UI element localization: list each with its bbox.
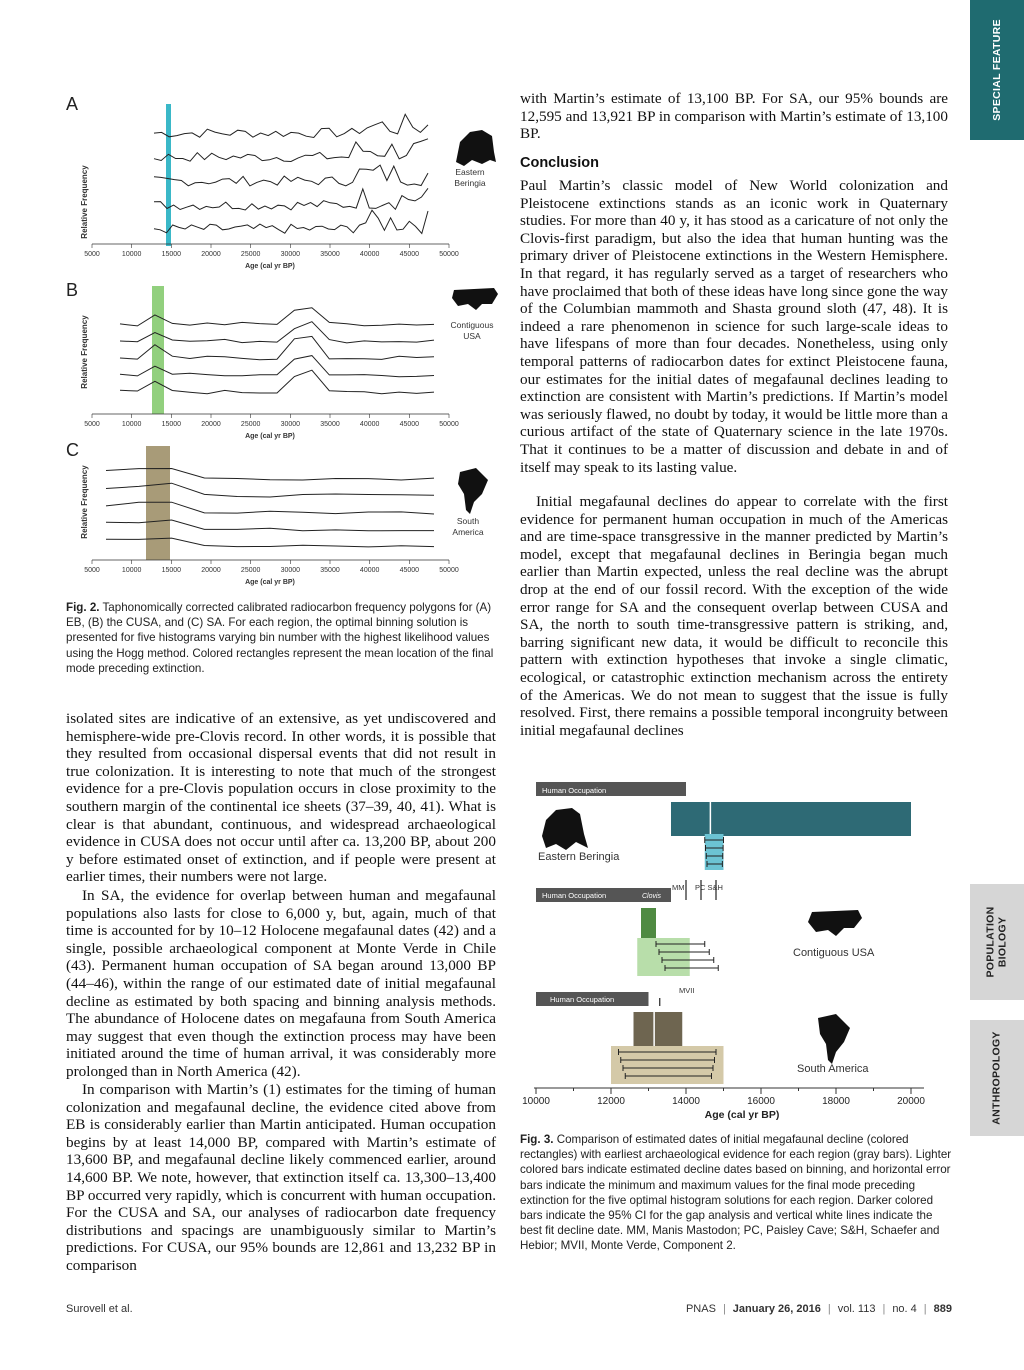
tick-label: 30000 xyxy=(280,421,301,428)
footer-page: 889 xyxy=(933,1303,952,1315)
frequency-polygon xyxy=(120,336,434,359)
region-c-line1: South xyxy=(456,516,480,526)
region-sa-label: South America xyxy=(797,1063,869,1075)
xlabel-b: Age (cal yr BP) xyxy=(245,433,295,440)
frequency-polygon xyxy=(154,188,428,210)
tick-label: 14000 xyxy=(672,1096,700,1107)
fig3-caption-label: Fig. 3. xyxy=(520,1133,554,1146)
tick-label: 20000 xyxy=(201,251,221,258)
tick-label: 10000 xyxy=(121,421,142,428)
ticks-b xyxy=(84,414,459,428)
xlabel-a: Age (cal yr BP) xyxy=(245,263,295,270)
tick-label: 12000 xyxy=(597,1096,625,1107)
tick-label: 25000 xyxy=(240,421,261,428)
panel-letter-b: B xyxy=(66,280,79,300)
tick-label: 25000 xyxy=(240,567,261,574)
ylabel-a: Relative Frequency xyxy=(80,165,89,239)
ticks-c xyxy=(84,560,459,574)
xlabel-c: Age (cal yr BP) xyxy=(245,579,295,586)
population-biology-tab xyxy=(970,884,1024,1000)
region-eb-label: Eastern Beringia xyxy=(538,851,620,863)
tick-label: 15000 xyxy=(161,421,182,428)
panel-letter-a: A xyxy=(66,94,79,114)
right-paragraph-1: Paul Martin’s classic model of New World colonization and Pleistocene extinctions stands as an iconic work in Quaternary studies. For more than 40 y, it has stood as a caricature of not only the Clovis-first paradigm, but also the idea that human hunting was the primary driver of Pleistocene extinctions in the Western Hemisphere. In that regard, it has regularly served as a target of researchers who have proclaimed that both of these ideas have long since gone the way of the Columbian mammoth and Shasta ground sloth (47, 48). It is indeed a rare phenomenon in science for such large-scale ideas to have lifespans of more than four decades. Nonetheless, using only temporal patterns of radiocarbon dates for extinct Pleistocene fauna, our estimates for the initial dates of megafaunal declines leading to extinction are consistent with Martin’s predictions. If Martin’s model was seriously flawed, no doubt by today, it would be little more than a curious artifact of the state of Quaternary science in the late 1970s. That it continues to be a matter of discussion and debate in and of itself may speak to its lasting value. xyxy=(520,177,948,476)
tick-label: 18000 xyxy=(822,1096,850,1107)
fig2-caption-text: Taphonomically corrected calibrated radiocarbon frequency polygons for (A) EB, (B) the CUSA, and (C) SA. For each region, the optimal binning solution is presented for five histograms varying bin number with the highest likelihood values using the Hogg method. Colored rectangles represent the mean location of the final mode preceding extinction. xyxy=(66,601,494,675)
tick-label: 5000 xyxy=(84,421,100,428)
south-america-map-icon xyxy=(458,468,488,514)
fig3-caption-text: Comparison of estimated dates of initial megafaunal decline (colored rectangles) with earliest archaeological evidence for each region (gray bars). Lighter colored bars indicate estimated decline dates based on binning, and horizontal error bars indicate the minimum and maximum values for the final mode preceding extinction for the five optimal histogram solutions for each region. Darker colored bars indicate the 95% CI for the gap analysis and vertical white lines indicate the best fit decline date. MM, Manis Mastodon; PC, Paisley Cave; S&H, Schaefer and Hebior; MVII, Monte Verde, Component 2. xyxy=(520,1133,952,1253)
fig3-caption xyxy=(520,1132,952,1254)
clovis-label: Clovis xyxy=(642,893,662,900)
right-paragraph-0: with Martin’s estimate of 13,100 BP. For SA, our 95% bounds are 12,595 and 13,921 BP in comparison with Martin’s estimate of 13,100 BP. xyxy=(520,90,948,143)
fig2-panel-c xyxy=(66,440,488,586)
left-paragraph-2: In SA, the evidence for overlap between human and megafaunal populations also lasts for close to 6,000 y, but, again, much of that time is accounted for by 10–12 Holocene megafaunal dates (42) and a single, possible archaeological component at Monte Verde in Chile (43). Permanent human occupation of SA began around 13,000 BP (44–46), within the range of our estimated date of initial megafaunal decline as estimated by both spacing and binning analysis methods. The abundance of Holocene dates on megafauna from South America may suggest that even though the extinction process may have been initiated around the time of human arrival, it was considerably more prolonged than in North America (42). xyxy=(66,887,496,1080)
population-biology-label: POPULATION BIOLOGY xyxy=(985,906,1009,978)
frequency-polygon xyxy=(154,165,428,186)
tick-label: 50000 xyxy=(439,251,459,258)
tick-label: 40000 xyxy=(359,251,380,258)
footer-journal: PNAS xyxy=(685,1303,716,1315)
right-paragraph-2: Initial megafaunal declines do appear to correlate with the first evidence for permanent human occupation in much of the Americas and are time-space transgressive in the manner predicted by Martin’s model, except that megafaunal declines in Beringia began much earlier than Martin expected, unless the real decline was the abrupt drop at the end of our fossil record. With the exception of the wide error range for SA and the consequent overlap between CUSA and SA, the north to south time-transgressive pattern is striking, and, barring significant new data, it would be difficult to reconcile this pattern with extinction hypotheses that invoke a single climatic, ecological, or catastrophic extinction mechanism across the entirety of the Americas. We do not mean to suggest that the issue is fully resolved. First, there remains a possible temporal incongruity between initial megafaunal declines xyxy=(520,493,948,739)
region-cusa-label: Contiguous USA xyxy=(793,947,875,959)
mm-label: MM xyxy=(672,883,685,892)
decline-binning-bar xyxy=(705,834,724,870)
figure-3 xyxy=(516,778,956,1123)
tick-label: 16000 xyxy=(747,1096,775,1107)
ylabel-b: Relative Frequency xyxy=(80,315,89,389)
frequency-polygon xyxy=(154,210,428,233)
polygons-b xyxy=(120,308,434,394)
frequency-polygon xyxy=(120,370,434,394)
tick-label: 45000 xyxy=(399,567,420,574)
special-feature-tab xyxy=(970,0,1024,140)
left-paragraph-3: In comparison with Martin’s (1) estimates for the timing of human colonization and megafaunal decline, the evidence cited above from EB is considerably earlier than Martin anticipated. Human occupation begins by at least 14,000 BP, compared with Martin’s estimate of 13,600 BP, and megafaunal decline likely commenced earlier, around 14,600 BP. We note, however, that extinction itself ca. 13,300–13,400 BP occurred very rapidly, which is concurrent with human occupation. For the CUSA and SA, our analyses of radiocarbon date frequency distributions and spacings are unambiguously similar to Martin’s predictions. For CUSA, our 95% bounds are 12,861 and 13,232 BP in comparison xyxy=(66,1081,496,1274)
fig2-caption xyxy=(66,600,496,676)
fig2-panel-b xyxy=(66,280,498,440)
special-feature-label: SPECIAL FEATURE xyxy=(991,19,1004,121)
tick-label: 25000 xyxy=(240,251,261,258)
tick-label: 20000 xyxy=(897,1096,925,1107)
usa-map-icon xyxy=(808,910,862,936)
tick-label: 35000 xyxy=(320,251,340,258)
tick-label: 50000 xyxy=(439,421,459,428)
fig3-bars xyxy=(536,782,911,1084)
south-america-map-icon xyxy=(818,1014,850,1064)
ho-label-cusa: Human Occupation xyxy=(542,891,607,900)
left-paragraph-1: isolated sites are indicative of an extensive, as yet undiscovered and hemisphere-wide pre-Clovis record. In other words, it is possible that they resulted from occasional dispersal events that did not result in true colonization. It is interesting to note that much of the strongest evidence for a pre-Clovis population occurs in close proximity to the southern margin of the continental ice sheets (37–39, 40, 41). What is clear is that abundant, continuous, and widespread archaeological evidence in CUSA does not occur until after ca. 13,200 BP, about 200 y before estimated onset of extinction, and if people were present at earlier times, their numbers were not large. xyxy=(66,710,496,886)
tick-label: 45000 xyxy=(399,251,420,258)
tick-label: 30000 xyxy=(280,251,301,258)
frequency-polygon xyxy=(154,114,428,137)
tick-label: 40000 xyxy=(359,421,380,428)
footer-issue: no. 4 xyxy=(892,1303,917,1315)
anthropology-tab xyxy=(970,1020,1024,1136)
anthropology-label: ANTHROPOLOGY xyxy=(991,1031,1003,1125)
mean-rect-a xyxy=(166,104,171,246)
tick-label: 10000 xyxy=(121,251,142,258)
tick-label: 10000 xyxy=(121,567,142,574)
footer-citation: PNAS | January 26, 2016 | vol. 113 | no. 4 | 889 xyxy=(685,1303,952,1315)
conclusion-heading: Conclusion xyxy=(520,155,599,171)
region-a-line2: Beringia xyxy=(454,178,486,188)
decline-gap-bar xyxy=(641,908,656,938)
region-b-line2: USA xyxy=(463,331,481,341)
tick-label: 5000 xyxy=(84,251,100,258)
panel-letter-c: C xyxy=(66,440,79,460)
tick-label: 5000 xyxy=(84,567,100,574)
ho-label-sa: Human Occupation xyxy=(550,995,615,1004)
tick-label: 15000 xyxy=(161,567,182,574)
footer-authors: Surovell et al. xyxy=(66,1303,133,1315)
ylabel-c: Relative Frequency xyxy=(80,465,89,539)
mean-rect-c xyxy=(146,446,170,560)
tick-label: 20000 xyxy=(201,567,221,574)
figure-2 xyxy=(62,90,502,620)
polygons-a xyxy=(154,114,428,233)
alaska-map-icon xyxy=(542,808,588,850)
tick-label: 35000 xyxy=(320,421,340,428)
tick-label: 10000 xyxy=(522,1096,550,1107)
frequency-polygon xyxy=(120,308,434,326)
mvii-label: MVII xyxy=(679,986,695,995)
region-c-line2: America xyxy=(452,527,484,537)
fig3-xlabel: Age (cal yr BP) xyxy=(704,1109,780,1121)
fig2-caption-label: Fig. 2. xyxy=(66,601,100,614)
tick-label: 40000 xyxy=(359,567,380,574)
frequency-polygon xyxy=(154,139,428,162)
alaska-map-icon xyxy=(456,130,496,166)
tick-label: 20000 xyxy=(201,421,221,428)
fig2-panel-a xyxy=(66,94,496,270)
footer-volume: vol. 113 xyxy=(837,1303,876,1315)
footer-date: January 26, 2016 xyxy=(732,1303,821,1315)
tick-label: 15000 xyxy=(161,251,182,258)
decline-gap-bar xyxy=(671,802,911,836)
pc-sh-label: PC S&H xyxy=(695,883,723,892)
region-b-line1: Contiguous xyxy=(450,320,494,330)
ho-label-eb: Human Occupation xyxy=(542,786,607,795)
usa-map-icon xyxy=(452,288,498,310)
tick-label: 50000 xyxy=(439,567,459,574)
fig3-ticks xyxy=(522,1088,925,1107)
decline-gap-bar xyxy=(634,1012,683,1048)
tick-label: 35000 xyxy=(320,567,340,574)
region-a-line1: Eastern xyxy=(455,167,485,177)
tick-label: 45000 xyxy=(399,421,420,428)
tick-label: 30000 xyxy=(280,567,301,574)
ticks-a xyxy=(84,244,459,258)
